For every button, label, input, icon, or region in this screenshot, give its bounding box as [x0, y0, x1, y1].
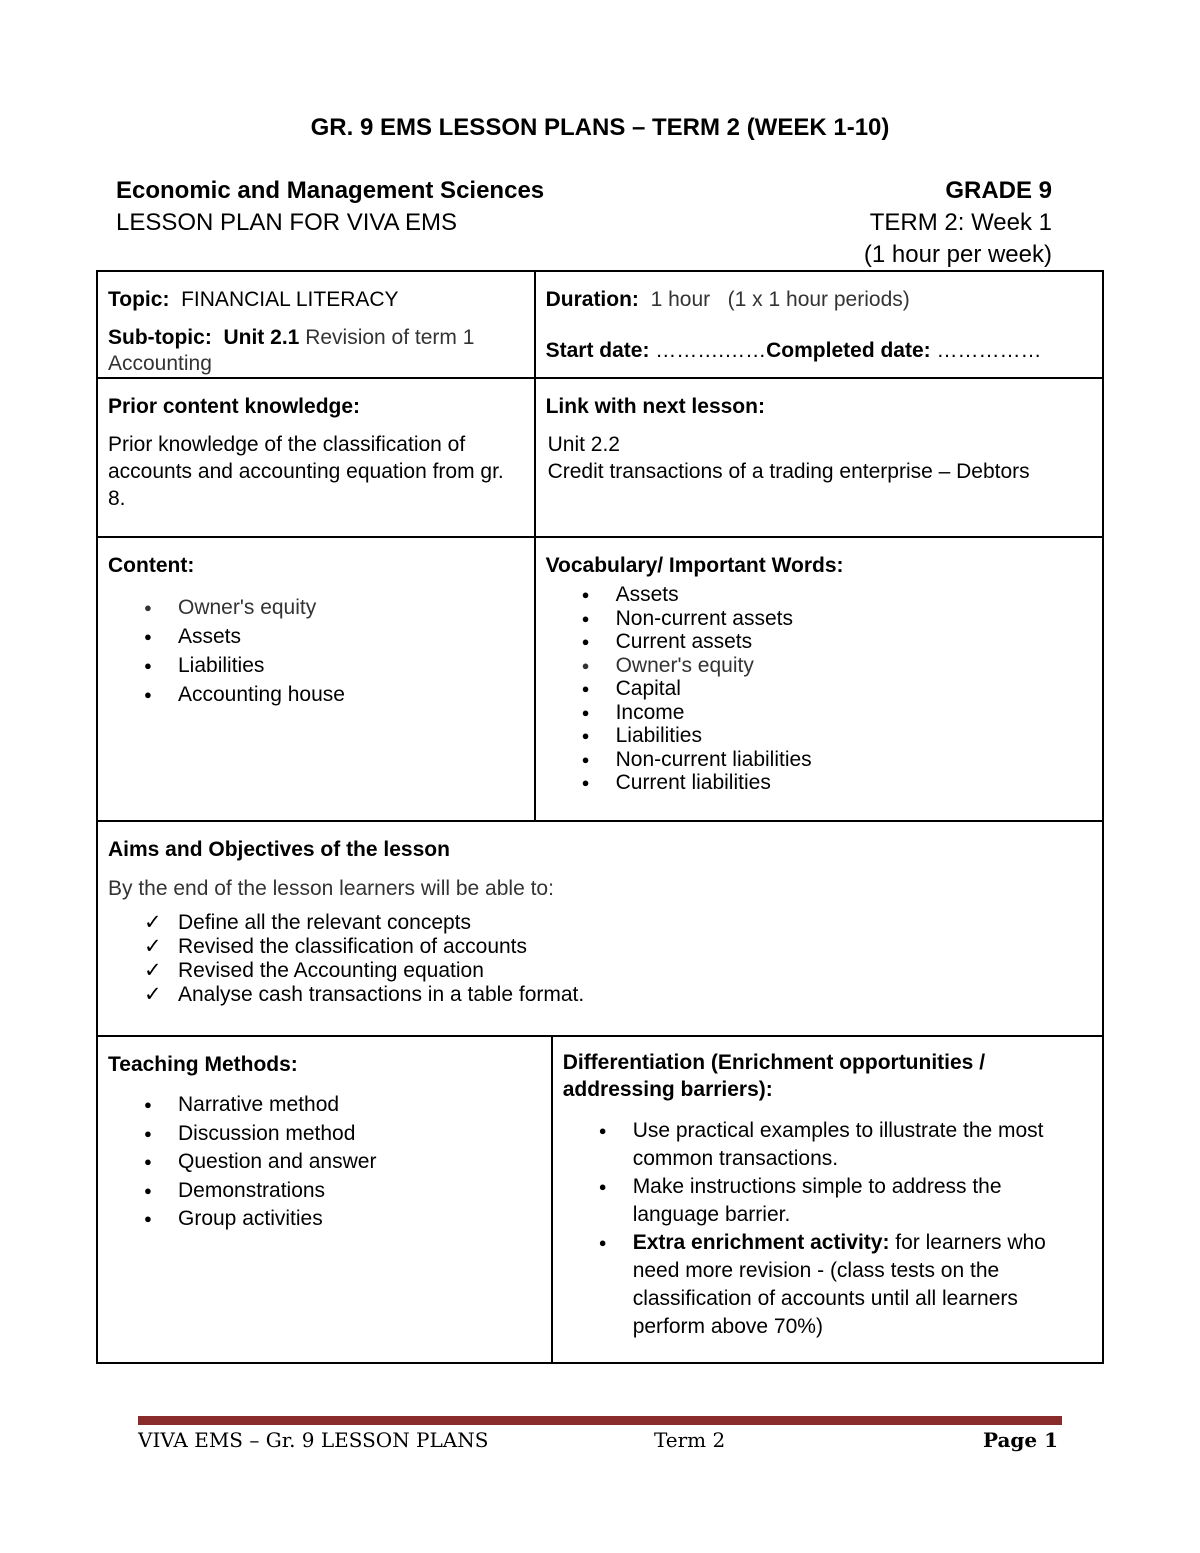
- aims-list: [108, 911, 1092, 1007]
- topic-value: FINANCIAL LITERACY: [181, 288, 399, 311]
- dates-line: [546, 337, 1092, 364]
- topic-row: [97, 271, 1103, 378]
- list-item: [563, 1229, 1062, 1341]
- subtopic-value: Revision of term 1 Accounting: [108, 326, 475, 375]
- content-vocab-row: [97, 537, 1103, 821]
- teaching-methods-cell: [97, 1036, 552, 1363]
- footer-bar: [138, 1416, 1062, 1425]
- start-date-value: ……….……: [655, 339, 767, 362]
- list-item: ● Narrative method: [108, 1091, 541, 1120]
- list-item: ● Assets: [546, 583, 1092, 607]
- vocabulary-label: Vocabulary/ Important Words:: [545, 554, 844, 577]
- duration-label: Duration:: [545, 288, 639, 311]
- teaching-methods-list: [108, 1091, 541, 1234]
- footer-center: Term 2: [654, 1428, 726, 1452]
- list-item: ● Make instructions simple to address the language barrier.: [563, 1173, 1062, 1229]
- term-week-label: TERM 2: Week 1: [869, 209, 1052, 236]
- aims-intro: By the end of the lesson learners will be able to:: [108, 877, 554, 900]
- duration-line: [546, 286, 1092, 313]
- enrichment-label: Extra enrichment activity:: [632, 1231, 890, 1254]
- document-title: GR. 9 EMS LESSON PLANS – TERM 2 (WEEK 1-10): [310, 114, 890, 141]
- differentiation-cell: [552, 1036, 1103, 1363]
- hours-per-week: (1 hour per week): [863, 241, 1052, 268]
- subtopic-label: Sub-topic:: [108, 326, 212, 349]
- differentiation-label: Differentiation (Enrichment opportunities / addressing barriers):: [562, 1051, 986, 1101]
- content-cell: [97, 537, 535, 821]
- methods-diff-row: [97, 1036, 1103, 1363]
- enrichment-text: for learners who need more revision - (class tests on the classification of accounts until all learners perform above 70%): [632, 1231, 1046, 1338]
- completed-date-value: ……………: [936, 339, 1042, 362]
- list-item: ✓ Analyse cash transactions in a table format.: [108, 983, 1092, 1007]
- link-next-lesson-cell: [535, 378, 1103, 537]
- start-date-label: Start date:: [545, 339, 650, 362]
- aims-cell: [97, 821, 1103, 1036]
- list-item: ● Discussion method: [108, 1120, 541, 1149]
- link-unit: Unit 2.2: [547, 433, 620, 456]
- list-item: ● Question and answer: [108, 1148, 541, 1177]
- vocabulary-list: [546, 583, 1092, 795]
- list-item: ● Current liabilities: [546, 771, 1092, 795]
- subject-name: Economic and Management Sciences: [116, 177, 545, 204]
- link-description: Credit transactions of a trading enterprise – Debtors: [547, 460, 1030, 483]
- completed-date-label: Completed date:: [766, 339, 931, 362]
- duration-periods: (1 x 1 hour periods): [727, 288, 910, 311]
- list-item: ● Owner's equity: [546, 654, 1092, 678]
- list-item: ● Owner's equity: [108, 593, 524, 622]
- list-item: ● Income: [546, 701, 1092, 725]
- vocabulary-cell: [535, 537, 1103, 821]
- list-item: ● Liabilities: [108, 651, 524, 680]
- grade-label: GRADE 9: [945, 177, 1052, 204]
- list-item: ● Accounting house: [108, 680, 524, 709]
- list-item: ● Current assets: [546, 630, 1092, 654]
- prior-knowledge-label: Prior content knowledge:: [108, 395, 361, 418]
- list-item: ● Assets: [108, 622, 524, 651]
- prior-knowledge-text: Prior knowledge of the classification of accounts and accounting equation from gr. 8.: [108, 433, 504, 510]
- prior-link-row: [97, 378, 1103, 537]
- content-label: Content:: [108, 554, 195, 577]
- list-item: ● Group activities: [108, 1205, 541, 1234]
- list-item: ● Demonstrations: [108, 1177, 541, 1206]
- prior-knowledge-cell: [97, 378, 535, 537]
- link-next-lesson-label: Link with next lesson:: [545, 395, 765, 418]
- duration-value: 1 hour: [650, 288, 711, 311]
- topic-line: [108, 286, 524, 313]
- footer-page: Page 1: [982, 1428, 1058, 1452]
- subtopic-unit: Unit 2.1: [223, 326, 300, 349]
- list-item: ✓ Revised the classification of accounts: [108, 935, 1092, 959]
- aims-row: [97, 821, 1103, 1036]
- differentiation-list: [563, 1117, 1092, 1341]
- subtopic-line: [108, 325, 524, 377]
- footer-left: VIVA EMS – Gr. 9 LESSON PLANS: [138, 1428, 489, 1452]
- list-item: ● Non-current liabilities: [546, 748, 1092, 772]
- topic-label: Topic:: [108, 288, 170, 311]
- list-item: ● Capital: [546, 677, 1092, 701]
- list-item: ● Use practical examples to illustrate the most common transactions.: [563, 1117, 1062, 1173]
- aims-label: Aims and Objectives of the lesson: [108, 838, 450, 861]
- list-item: ✓ Revised the Accounting equation: [108, 959, 1092, 983]
- duration-cell: [535, 271, 1103, 378]
- topic-cell: [97, 271, 535, 378]
- content-list: [108, 593, 524, 709]
- list-item: ● Non-current assets: [546, 607, 1092, 631]
- list-item: ● Liabilities: [546, 724, 1092, 748]
- teaching-methods-label: Teaching Methods:: [108, 1053, 298, 1076]
- list-item: ✓ Define all the relevant concepts: [108, 911, 1092, 935]
- lesson-plan-table: [96, 270, 1104, 1364]
- lesson-plan-name: LESSON PLAN FOR VIVA EMS: [116, 209, 457, 236]
